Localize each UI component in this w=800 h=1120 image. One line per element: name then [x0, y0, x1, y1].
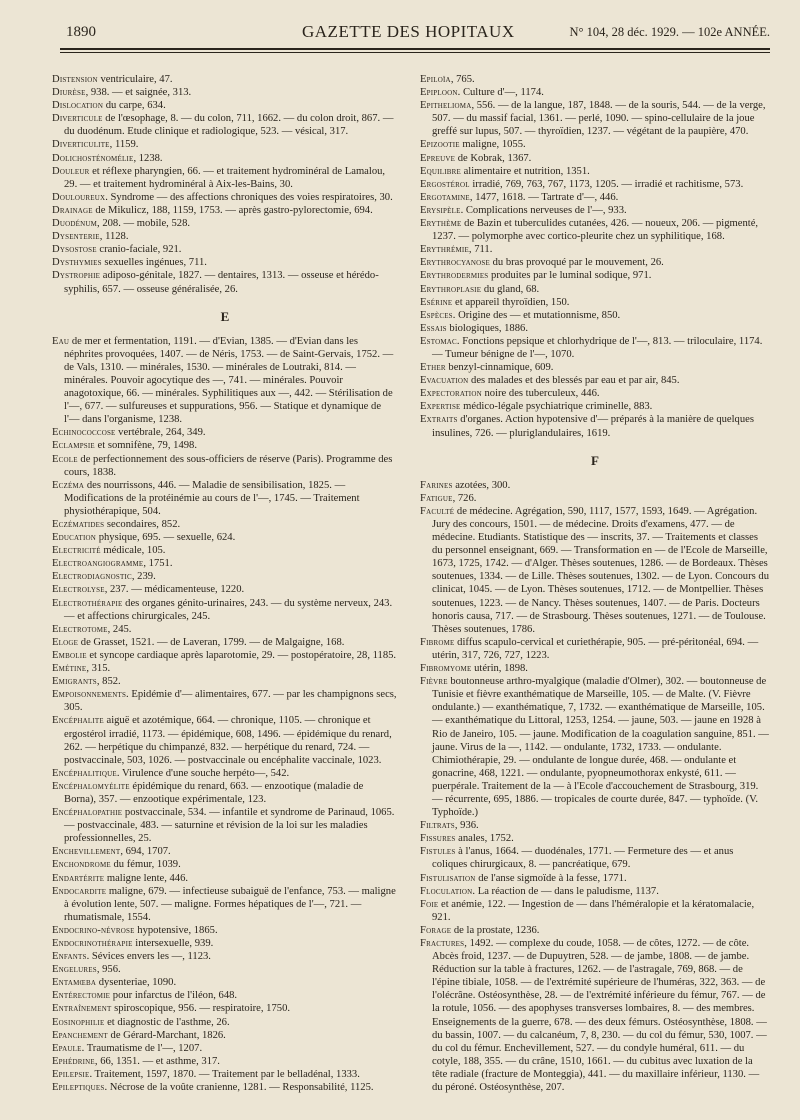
entry-headword: Epiploon: [420, 87, 458, 99]
index-entry: [52, 767, 398, 780]
entry-headword: Endartérite: [52, 872, 105, 884]
entry-headword: Ergotamine: [420, 191, 470, 203]
entry-references: , 1477, 1618. — Tartrate d'—, 446.: [469, 191, 619, 203]
entry-headword: Dislocation: [52, 100, 104, 112]
entry-references: sexuelles ingénues, 711.: [101, 257, 207, 269]
index-entry: [52, 86, 398, 99]
entry-references: ventriculaire, 47.: [97, 74, 173, 85]
entry-headword: Endocrinothérapie: [52, 938, 133, 949]
entry-headword: Embolie: [52, 649, 87, 661]
index-entry: [52, 269, 398, 295]
entry-headword: Fibrome: [420, 636, 455, 648]
index-entry: [52, 1055, 398, 1068]
index-entry: [420, 256, 770, 269]
index-entry: [420, 898, 770, 924]
entry-references: azotées, 300.: [452, 479, 511, 491]
entry-headword: Engelures: [52, 964, 97, 976]
index-entry: [420, 675, 770, 819]
entry-references: . Origine des — et mutationnisme, 850.: [452, 309, 621, 321]
index-entry: [420, 322, 770, 335]
entry-references: benzyl-cinnamique, 609.: [445, 362, 554, 374]
index-entry: [52, 191, 398, 204]
entry-references: , 1492. — complexe du coude, 1058. — de côtes, 1272. — de côte. Abcès froid, 1237. — de Dupuytren, 528. — de jambe, 1808. — de jambe. Réduction sur la table à fractures, 1262. — de l'astragale, 769, 868. — de l'épine tibiale, 1058. — de l'extrémité supérieure de l'huméras, 322, 363. — de l'olécrâne. Ostéosynthèse, 28. — de l'extrémité inférieure du fémur, 767. — de la rotule, 1056. — des apophyses transverses lombaires, 8. — des membres. Enseignements de la guerre, 678. — des deux fémurs. Ostéosynthèse, 1808. — du bassin, 1007. — du calcanéum, 7, 8, 230. — du col du fémur, 530, 1007. — du col du fémur. Enchevillement, 527. — du condyle huméral, 611. — du cotyle, 188, 355. — du crâne, 1510, 1661. — du cubitus avec luxation de la tête radiale (fracture de Monteggia), 441. — du maxillaire inférieur, 1130. — du péroné. Ostéosynthèse, 207.: [432, 938, 767, 1094]
entry-headword: Echinococcose: [52, 427, 116, 439]
entry-references: diffus scapulo-cervical et curiethérapie, 905. — pré-péritonéal, 694. — utérin, 317, 726, 727, 1223.: [432, 636, 759, 661]
entry-headword: Eczématides: [52, 519, 105, 530]
entry-headword: Epileptiques: [52, 1082, 105, 1094]
entry-headword: Dysostose: [52, 244, 97, 256]
entry-references: d'organes. Action hypotensive d'— préparés à la manière de quelques insulines, 726. — pluriglandulaires, 1619.: [432, 414, 754, 439]
entry-references: boutonneuse arthro-myalgique (maladie d'Olmer), 302. — boutonneuse de Tunisie et fièvre exanthématique de Marseille, 105. — de Malte. (V. Fièvre ondulante.) — exanthématique, 7, 1732. — exanthématique de Marseille, 105. — exanthématique du Littoral, 1253, 1254. — jaune, 503. — jaune en 1928 à Rio de Janeiro, 105. — jaune. Modification de la coagulation sanguine, 851. — jaune. Virus de la —, 1142. — ondulante, 1732, 1733. — ondulante. Chimiothérapie, 29. — ondulante de longue durée, 468. — ondulante et gonacrine, 468, 1221. — ondulante, pyopneumothorax enkysté, 611. — puerpérale. Traitement de la — à l'Ecole d'accouchement de Strasbourg, 319. — récurrente, 695, 1886. — tropicales de courte durée, 847. — typhoïde. (V. Typhoïde.): [432, 676, 769, 819]
entry-references: épidémique du renard, 663. — enzootique (maladie de Borna), 357. — enzootique expérimentale, 123.: [64, 780, 364, 805]
entry-headword: Farines: [420, 479, 453, 491]
index-entry: [52, 649, 398, 662]
entry-references: médicale, 105.: [100, 545, 166, 557]
index-entry: [52, 544, 398, 557]
entry-references: pour infarctus de l'iléon, 648.: [110, 990, 238, 1002]
entry-headword: Eloge: [52, 636, 79, 648]
entry-headword: Douloureux: [52, 191, 106, 203]
entry-references: , 852.: [96, 676, 121, 688]
index-entry: [52, 439, 398, 452]
entry-headword: Expectoration: [420, 388, 482, 400]
entry-references: . Sévices envers les —, 1123.: [86, 951, 211, 963]
entry-headword: Eczéma: [52, 479, 85, 491]
entry-references: du carpe, 634.: [103, 100, 166, 112]
index-entry: [420, 73, 770, 86]
entry-references: de Mikulicz, 188, 1159, 1753. — après gastro-pylorectomie, 694.: [92, 204, 373, 216]
page-header: [52, 18, 770, 48]
entry-headword: Epiloïa: [420, 74, 451, 85]
entry-headword: Enchondrome: [52, 859, 111, 871]
index-entry: [420, 387, 770, 400]
entry-references: intersexuelle, 939.: [132, 938, 214, 949]
entry-references: de Bazin et tuberculides cutanées, 426. — noueux, 206. — pigmenté, 1237. — polymorphe avec cortico-pleurite chez un syphilitique, 168.: [432, 218, 759, 243]
entry-references: noire des tuberculeux, 446.: [481, 388, 600, 400]
entry-references: anales, 1752.: [455, 833, 514, 845]
entry-references: . Traumatisme de l'—, 1207.: [81, 1042, 203, 1054]
entry-headword: Ether: [420, 362, 446, 374]
index-entry: [52, 335, 398, 427]
entry-references: de médecine. Agrégation, 590, 1117, 1577, 1593, 1649. — Agrégation. Jury des concours, 1501. — de médecine. Droits d'examens, 477. — de médecine. Etudiants. Statistique des — inscrits, 37. — Traitements et classes du personnel enseignant, 669. — Transformation en — de l'Ecole de Marseille, 1673, 1725, 1742. — d'Alger. Thèses soutenues, 1286. — de Bordeaux. Thèses soutenues, 1334. — de Lille. Thèses soutenues, 1302. — de Lyon. Concours du clinicat, 1045. — de Lyon. Thèses soutenues, 1712. — de Montpellier. Thèses soutenues, 1223. — de Nancy. Thèses soutenues, 1407. — de Paris. Docteurs honoris causa, 717. — de Strasbourg. Thèses soutenues, 1271. — de Toulouse. Thèses soutenues, 1786.: [432, 505, 769, 635]
entry-references: de l'anse sigmoïde à la fesse, 1771.: [475, 872, 627, 884]
entry-headword: Endocrino-névrose: [52, 924, 135, 936]
index-entry: [52, 1081, 398, 1094]
entry-headword: Extraits: [420, 414, 458, 426]
header-rule: [60, 48, 770, 53]
entry-references: et réflexe pharyngien, 66. — et traitement hydrominéral de Lamalou, 29. — et traitement hydrominéral à Aix-les-Bains, 30.: [64, 165, 386, 190]
entry-headword: Enfants: [52, 951, 87, 963]
entry-headword: Duodénum: [52, 218, 98, 230]
entry-headword: Dysenterie: [52, 231, 100, 243]
entry-headword: Diverticule: [52, 113, 103, 125]
index-columns: [52, 73, 770, 1094]
index-entry: [420, 505, 770, 636]
right-column: [420, 73, 770, 1094]
entry-references: de la prostate, 1236.: [451, 924, 540, 936]
entries-e-continued: [420, 73, 770, 440]
index-entry: [52, 963, 398, 976]
entry-references: biologiques, 1886.: [446, 322, 528, 334]
entry-references: spiroscopique, 956. — respiratoire, 1750.: [111, 1003, 291, 1015]
index-entry: [52, 479, 398, 518]
index-entry: [52, 243, 398, 256]
index-entry: [420, 335, 770, 361]
entry-references: . Traitement, 1597, 1870. — Traitement par le belladénal, 1333.: [89, 1068, 360, 1080]
entry-headword: Entraînement: [52, 1003, 112, 1015]
entry-references: . Virulence d'une souche herpéto—, 542.: [116, 767, 290, 779]
entry-headword: Encéphalomyélite: [52, 780, 130, 792]
index-entry: [52, 845, 398, 858]
entry-references: physique, 695. — sexuelle, 624.: [96, 532, 236, 544]
index-entry: [52, 858, 398, 871]
entry-references: des organes génito-urinaires, 243. — du système nerveux, 243. — et affections chirurgicales, 245.: [64, 597, 393, 622]
entry-headword: Fractures: [420, 938, 465, 949]
entry-headword: Erysipèle: [420, 204, 461, 216]
entry-references: , 936.: [454, 820, 479, 832]
index-entry: [52, 597, 398, 623]
entry-headword: Dystrophie: [52, 270, 101, 282]
index-entry: [52, 806, 398, 845]
index-entry: [420, 99, 770, 138]
entry-headword: Douleur: [52, 165, 90, 177]
entry-references: secondaires, 852.: [104, 519, 181, 530]
entry-headword: Evacuation: [420, 375, 469, 387]
index-entry: [420, 479, 770, 492]
entry-references: du bras provoqué par le mouvement, 26.: [489, 257, 664, 269]
page-number: 1890: [66, 24, 96, 40]
index-entry: [420, 309, 770, 322]
entry-headword: Epizootie: [420, 139, 460, 151]
entry-references: à l'anus, 1664. — duodénales, 1771. — Fermeture des — et anus coliques chirurgicaux, 8. — pancréatique, 679.: [432, 846, 734, 871]
entry-references: , 956.: [96, 964, 121, 976]
index-entry: [420, 845, 770, 871]
entry-references: des malades et des blessés par eau et par air, 845.: [468, 375, 680, 387]
left-column: [52, 73, 398, 1094]
index-entry: [420, 832, 770, 845]
entry-references: vertébrale, 264, 349.: [115, 427, 206, 439]
entry-headword: Expertise: [420, 401, 461, 413]
entry-references: de Grasset, 1521. — de Laveran, 1799. — de Malgaigne, 168.: [78, 636, 345, 648]
index-entry: [420, 191, 770, 204]
entry-references: . Syndrome — des affections chroniques des voies respiratoires, 30.: [105, 191, 393, 203]
entry-headword: Endocardite: [52, 885, 107, 897]
entry-headword: Epreuve: [420, 152, 456, 164]
index-entry: [420, 269, 770, 282]
entry-references: , 66, 1351. — et asthme, 317.: [94, 1055, 220, 1067]
entry-references: , 1128.: [99, 231, 129, 243]
index-entry: [52, 217, 398, 230]
entry-references: , 245.: [107, 623, 132, 635]
entry-headword: Diverticulite: [52, 139, 110, 151]
index-entry: [52, 138, 398, 151]
index-entry: [52, 636, 398, 649]
index-entry: [52, 1029, 398, 1042]
entry-headword: Encéphalopathie: [52, 807, 123, 819]
entry-headword: Entamœba: [52, 977, 97, 989]
entry-headword: Foie: [420, 898, 439, 910]
entry-headword: Estomac: [420, 335, 457, 347]
entry-headword: Floculation: [420, 885, 473, 897]
entry-headword: Electroangiogramme: [52, 558, 144, 570]
entry-references: de perfectionnement des sous-officiers de réserve (Paris). Programme des cours, 1838.: [64, 453, 393, 478]
entry-references: et appareil thyroïdien, 150.: [452, 296, 570, 308]
index-entry: [52, 1016, 398, 1029]
entry-headword: Dolichosténomélie: [52, 152, 134, 164]
entry-references: , 237. — médicamenteuse, 1220.: [104, 584, 245, 596]
index-entry: [420, 492, 770, 505]
entry-headword: Epanchement: [52, 1029, 108, 1041]
entry-references: de Gérard-Marchant, 1826.: [107, 1029, 226, 1041]
entry-headword: Dysthymies: [52, 257, 102, 269]
index-entry: [52, 426, 398, 439]
entry-headword: Electricité: [52, 545, 101, 557]
entry-headword: Entérectomie: [52, 990, 111, 1002]
entry-references: médico-légale psychiatrique criminelle, 883.: [460, 401, 653, 413]
entry-references: de l'œsophage, 8. — du colon, 711, 1662. — du colon droit, 867. — du duodénum. Etude clinique et radiologique, 523. — vésical, 317.: [64, 113, 394, 138]
entry-references: utérin, 1898.: [471, 663, 528, 675]
entry-headword: Electrolyse: [52, 584, 105, 596]
entry-headword: Erythrodermies: [420, 270, 489, 282]
index-entry: [420, 819, 770, 832]
section-letter-e: E: [220, 308, 230, 324]
entry-references: , 711.: [468, 244, 493, 256]
index-entry: [420, 413, 770, 439]
entry-headword: Eclampsie: [52, 440, 95, 452]
entry-headword: Distension: [52, 74, 98, 85]
entry-headword: Essais: [420, 322, 447, 334]
entry-references: , 694, 1707.: [120, 846, 171, 858]
entry-references: et anémie, 122. — Ingestion de — dans l'héméralopie et la kératomalacie, 921.: [432, 898, 755, 923]
index-entry: [52, 73, 398, 86]
entry-references: et diagnostic de l'asthme, 26.: [104, 1016, 230, 1028]
index-entry: [420, 662, 770, 675]
section-letter-f: F: [591, 452, 599, 468]
entry-headword: Fistules: [420, 846, 456, 858]
entry-references: , 556. — de la langue, 187, 1848. — de la souris, 544. — de la verge, 507. — du massif facial, 1361. — perlé, 1090. — spino-cellulaire de la joue greffé sur lupus, 507. — thyroïdien, 1237. — végétant de la paupière, 470.: [432, 100, 766, 138]
entry-headword: Drainage: [52, 204, 93, 216]
index-entry: [52, 204, 398, 217]
entry-headword: Eau: [52, 335, 70, 347]
entry-references: maligne lente, 446.: [104, 872, 189, 884]
entry-headword: Fatigue: [420, 492, 453, 504]
entry-references: . Fonctions pepsique et chlorhydrique de l'—, 813. — triloculaire, 1174. — Tumeur bénigne de l'—, 1070.: [432, 335, 763, 360]
entry-references: , 938. — et saignée, 313.: [85, 87, 192, 99]
index-entry: [52, 872, 398, 885]
entry-references: cranio-faciale, 921.: [96, 244, 182, 256]
index-entry: [52, 885, 398, 924]
entry-headword: Ecole: [52, 453, 78, 465]
index-entry: [52, 99, 398, 112]
entry-headword: Erythroplasie: [420, 283, 482, 295]
entry-headword: Epaule: [52, 1042, 82, 1054]
entry-headword: Filtrats: [420, 820, 455, 832]
entry-references: , 239.: [131, 571, 156, 583]
entry-references: maligne, 679. — infectieuse subaiguë de l'enfance, 753. — maligne à évolution lente, 507. — maligne. Formes hépatiques de l'—, 721. — rhumatismale, 1554.: [64, 885, 396, 923]
entry-headword: Education: [52, 532, 97, 544]
index-entry: [52, 256, 398, 269]
entry-headword: Epilepsie: [52, 1068, 90, 1080]
entry-headword: Erythrocyanose: [420, 257, 490, 269]
entry-references: , 765.: [450, 74, 475, 85]
index-entry: [420, 374, 770, 387]
entry-references: . Complications nerveuses de l'—, 933.: [460, 204, 627, 216]
entry-headword: Fissures: [420, 833, 456, 845]
entry-headword: Emétine: [52, 663, 87, 675]
index-entry: [52, 623, 398, 636]
entries-e: [52, 335, 398, 1094]
entry-headword: Electrodiagnostic: [52, 571, 132, 583]
entry-headword: Forage: [420, 924, 452, 936]
index-entry: [420, 178, 770, 191]
entry-references: alimentaire et nutrition, 1351.: [460, 165, 590, 177]
index-entry: [420, 924, 770, 937]
index-entry: [52, 570, 398, 583]
entry-references: du fémur, 1039.: [110, 859, 181, 871]
entry-headword: Fièvre: [420, 676, 448, 688]
entry-headword: Faculté: [420, 505, 455, 517]
entry-references: dysenteriae, 1090.: [96, 977, 177, 989]
index-entry: [52, 453, 398, 479]
entry-headword: Eosinophilie: [52, 1016, 105, 1028]
index-entry: [52, 675, 398, 688]
index-entry: [420, 165, 770, 178]
entry-references: hypotensive, 1865.: [134, 924, 218, 936]
entry-headword: Electrothérapie: [52, 597, 123, 609]
index-entry: [420, 937, 770, 1094]
entry-headword: Fistulisation: [420, 872, 476, 884]
entry-headword: Emigrants: [52, 676, 97, 688]
index-entry: [420, 204, 770, 217]
index-entry: [52, 165, 398, 191]
entry-headword: Epithelioma: [420, 100, 472, 112]
entry-references: maligne, 1055.: [459, 139, 526, 151]
index-entry: [52, 662, 398, 675]
journal-title: GAZETTE DES HOPITAUX: [302, 22, 515, 41]
entry-references: , 1238.: [133, 152, 163, 164]
entry-references: adiposo-génitale, 1827. — dentaires, 1313. — osseuse et hérédo-syphilis, 657. — osseuse généralisée, 26.: [64, 270, 379, 295]
entry-headword: Electrotome: [52, 623, 108, 635]
index-entry: [52, 112, 398, 138]
index-entry: [52, 976, 398, 989]
entry-headword: Encéphalite: [52, 715, 104, 727]
index-entry: [420, 885, 770, 898]
index-entry: [52, 531, 398, 544]
index-entry: [420, 243, 770, 256]
index-entry: [420, 296, 770, 309]
entry-references: et syncope cardiaque après laparotomie, 29. — postopératoire, 28, 1185.: [86, 649, 397, 661]
entry-references: , 726.: [452, 492, 477, 504]
entry-headword: Enchevillement: [52, 846, 121, 858]
entry-references: des nourrissons, 446. — Maladie de sensibilisation, 1825. — Modifications de la protéinémie au cours de l'—, 1745. — Traitement physiothérapique, 504.: [64, 479, 360, 517]
index-entry: [52, 924, 398, 937]
entry-references: produites par le luminal sodique, 971.: [488, 270, 652, 282]
entry-references: de Kobrak, 1367.: [455, 152, 532, 164]
index-entry: [52, 1002, 398, 1015]
entry-references: , 315.: [86, 663, 111, 675]
index-entry: [52, 583, 398, 596]
index-entry: [420, 636, 770, 662]
index-entry: [420, 361, 770, 374]
entries-d: [52, 73, 398, 296]
entry-references: , 1751.: [143, 558, 173, 570]
index-entry: [52, 152, 398, 165]
index-entry: [52, 714, 398, 766]
entry-headword: Erythrémie: [420, 244, 469, 256]
entry-headword: Esérine: [420, 296, 453, 308]
entry-references: postvaccinale, 534. — infantile et syndrome de Parinaud, 1065. — postvaccinale, 483. — saturnine et révision de la loi sur les maladies professionnelles, 25.: [64, 807, 395, 845]
index-entry: [52, 937, 398, 950]
index-entry: [420, 86, 770, 99]
entry-references: aiguë et azotémique, 664. — chronique, 1105. — chronique et ergostérol irradié, 1173. — épidémique, 608, 1496. — épidémique du renard, 262. — herpétique du chimpanzé, 832. — herpétique du renard, 724. — postvaccinale, 503, 1026. — postvaccinale ou encéphalite vaccinale, 1023.: [64, 715, 392, 766]
issue-info: N° 104, 28 déc. 1929. — 102e ANNÉE.: [569, 25, 770, 39]
index-entry: [420, 152, 770, 165]
index-entry: [52, 688, 398, 714]
entry-headword: Ephédrine: [52, 1055, 95, 1067]
index-entry: [420, 872, 770, 885]
entry-references: , 208. — mobile, 528.: [97, 218, 191, 230]
entries-f: [420, 479, 770, 1094]
entry-headword: Encéphalitique: [52, 767, 117, 779]
index-entry: [420, 283, 770, 296]
index-entry: [52, 557, 398, 570]
entry-references: irradié, 769, 763, 767, 1173, 1205. — irradié et rachitisme, 573.: [469, 178, 744, 190]
index-entry: [52, 989, 398, 1002]
entry-references: du gland, 68.: [481, 283, 540, 295]
entry-headword: Empoisonnements: [52, 689, 127, 701]
entry-references: . Nécrose de la voûte cranienne, 1281. — Responsabilité, 1125.: [104, 1082, 374, 1094]
entry-headword: Espèces: [420, 309, 453, 321]
index-entry: [52, 950, 398, 963]
entry-headword: Equilibre: [420, 165, 461, 177]
index-entry: [52, 780, 398, 806]
entry-headword: Fibromyome: [420, 663, 472, 675]
entry-headword: Ergostérol: [420, 178, 470, 190]
index-entry: [52, 518, 398, 531]
index-entry: [52, 1068, 398, 1081]
entry-references: . Culture d'—, 1174.: [457, 87, 544, 99]
index-entry: [420, 400, 770, 413]
entry-references: , 1159.: [109, 139, 139, 151]
entry-headword: Diurèse: [52, 87, 86, 99]
entry-references: et somnifène, 79, 1498.: [94, 440, 197, 452]
entry-references: . La réaction de — dans le paludisme, 1137.: [472, 885, 659, 897]
index-entry: [420, 217, 770, 243]
entry-references: de mer et fermentation, 1191. — d'Evian, 1385. — d'Evian dans les néphrites provoquées, 1407. — de Néris, 1753. — de Saint-Gervais, 1752. — de Vals, 1310. — minérales, 1530. — minérales de Loutraki, 814. — minérales. Pouvoir agocytique des —, 741. — minérales. Pouvoir anagotoxique, 66. — minérales. Syphilitiques aux —, 442. — Stérilisation de l'—, 677. — sulfureuses et suppurations, 956. — Statique et dynamique de l'— dans l'organisme, 1238.: [64, 335, 394, 426]
index-entry: [52, 1042, 398, 1055]
index-entry: [420, 138, 770, 151]
entry-references: . Epidémie d'— alimentaires, 677. — par les champignons secs, 305.: [64, 689, 397, 714]
index-entry: [52, 230, 398, 243]
entry-headword: Erythème: [420, 218, 462, 230]
